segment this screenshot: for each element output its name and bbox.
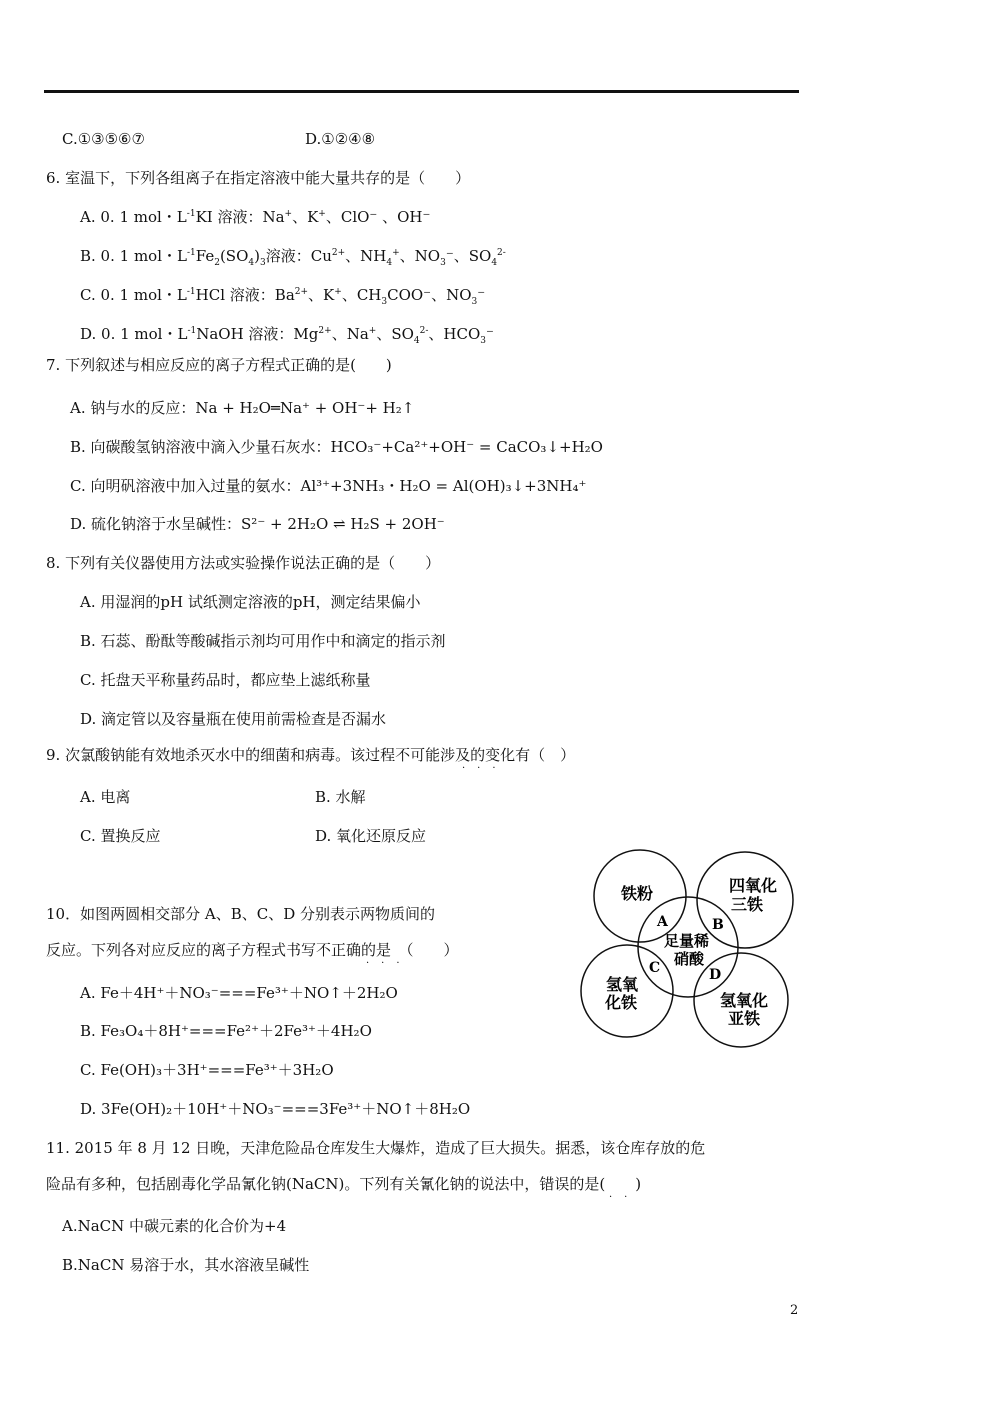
q6-option-c: C. 0. 1 mol・$L^{-1}HCl$ 溶液：$Ba^{2+}$、K+、$CH_3COO^-$、$NO_3^-$ (80, 286, 486, 307)
q11-stem-line1: 11. 2015 年 8 月 12 日晚，天津危险品仓库发生大爆炸，造成了巨大损失。据悉，该仓库存放的危 (46, 1139, 706, 1157)
q11-option-a: A.NaCN 中碳元素的化合价为+4 (62, 1217, 287, 1235)
q10-stem-line1: 10．如图两圆相交部分 A、B、C、D 分别表示两物质间的 (46, 905, 435, 923)
q8-option-c: C. 托盘天平称量药品时，都应垫上滤纸称量 (80, 671, 371, 689)
q6-option-d: D. 0. 1 mol・$L^{-1}NaOH$ 溶液：$Mg^{2+}$、Na+、$SO_4^{2-}$、$HCO_3^-$ (80, 325, 494, 346)
q9-option-d: D. 氧化还原反应 (315, 827, 427, 845)
label-feoh3-line1: 氢氧 (606, 975, 639, 994)
q8-option-a: A. 用湿润的pH 试纸测定溶液的pH，测定结果偏小 (80, 593, 421, 611)
q8-option-b: B. 石蕊、酚酞等酸碱指示剂均可用作中和滴定的指示剂 (80, 632, 446, 650)
q8-stem: 8. 下列有关仪器使用方法或实验操作说法正确的是（ ） (46, 554, 441, 572)
q7-stem: 7. 下列叙述与相应反应的离子方程式正确的是( ) (46, 356, 392, 374)
q10-option-d: D. 3Fe(OH)₂＋10H⁺＋NO₃⁻===3Fe³⁺＋NO↑＋8H₂O (80, 1100, 471, 1118)
emphasis-dots: ··· (462, 763, 508, 774)
emphasis-dots: ··· (366, 958, 412, 969)
q5-option-c: C.①③⑤⑥⑦ (62, 130, 145, 148)
label-feoh2-line2: 亚铁 (728, 1009, 761, 1028)
page-number: 2 (790, 1303, 799, 1318)
q9-option-a: A. 电离 (80, 788, 131, 806)
q6-option-a: A. 0. 1 mol・$L^{-1}KI$ 溶液：Na+、K+、ClO⁻ 、OH⁻ (80, 208, 431, 226)
q10-option-a: A. Fe＋4H⁺＋NO₃⁻===Fe³⁺＋NO↑＋2H₂O (80, 984, 398, 1002)
label-feoh2-line1: 氢氧化 (720, 991, 769, 1010)
q11-option-b: B.NaCN 易溶于水，其水溶液呈碱性 (62, 1256, 310, 1274)
label-acid-line2: 硝酸 (674, 950, 705, 968)
q6-stem: 6. 室温下，下列各组离子在指定溶液中能大量共存的是（ ） (46, 169, 471, 187)
q7-option-c: C. 向明矾溶液中加入过量的氨水：Al³⁺+3NH₃・H₂O = Al(OH)₃↓+3NH₄⁺ (70, 477, 587, 495)
q6-option-b: B. 0. 1 mol・$L^{-1}Fe_2(SO_4)_3$溶液：$Cu^{2+}$、$NH_4^+$、$NO_3^-$、$SO_4^{2-}$ (80, 247, 506, 268)
q9-option-c: C. 置换反应 (80, 827, 161, 845)
label-acid-line1: 足量稀 (664, 932, 710, 950)
label-region-d: D (709, 967, 722, 983)
emphasis-dots: ·· (609, 1192, 640, 1203)
q8-option-d: D. 滴定管以及容量瓶在使用前需检查是否漏水 (80, 710, 387, 728)
q9-stem: 9. 次氯酸钠能有效地杀灭水中的细菌和病毒。该过程不可能涉及的变化有（ ） (46, 746, 576, 764)
q11-stem-line2: 险品有多种，包括剧毒化学品氰化钠(NaCN)。下列有关氰化钠的说法中，错误的是( ) (46, 1175, 642, 1193)
label-region-a: A (657, 914, 668, 930)
q10-option-b: B. Fe₃O₄＋8H⁺===Fe²⁺＋2Fe³⁺＋4H₂O (80, 1022, 372, 1040)
q7-option-a: A. 钠与水的反应：Na + H₂O═Na⁺ + OH⁻+ H₂↑ (70, 399, 415, 417)
label-iron-powder: 铁粉 (621, 884, 654, 903)
label-feoh3-line2: 化铁 (605, 993, 638, 1012)
label-fe3o4-line2: 三铁 (731, 895, 764, 914)
label-region-b: B (712, 917, 724, 933)
q7-option-d: D. 硫化钠溶于水呈碱性：S²⁻ + 2H₂O ⇌ H₂S + 2OH⁻ (70, 515, 445, 533)
q9-option-b: B. 水解 (315, 788, 366, 806)
label-fe3o4-line1: 四氧化 (729, 876, 778, 895)
q10-option-c: C. Fe(OH)₃＋3H⁺===Fe³⁺＋3H₂O (80, 1061, 334, 1079)
reaction-circle-diagram (575, 848, 795, 1048)
header-rule (44, 90, 799, 93)
q5-option-d: D.①②④⑧ (305, 130, 376, 148)
label-region-c: C (649, 960, 661, 976)
q7-option-b: B. 向碳酸氢钠溶液中滴入少量石灰水：HCO₃⁻+Ca²⁺+OH⁻ = CaCO₃↓+H₂O (70, 438, 603, 456)
q10-stem-line2: 反应。下列各对应反应的离子方程式书写不正确的是 （ ） (46, 941, 459, 959)
